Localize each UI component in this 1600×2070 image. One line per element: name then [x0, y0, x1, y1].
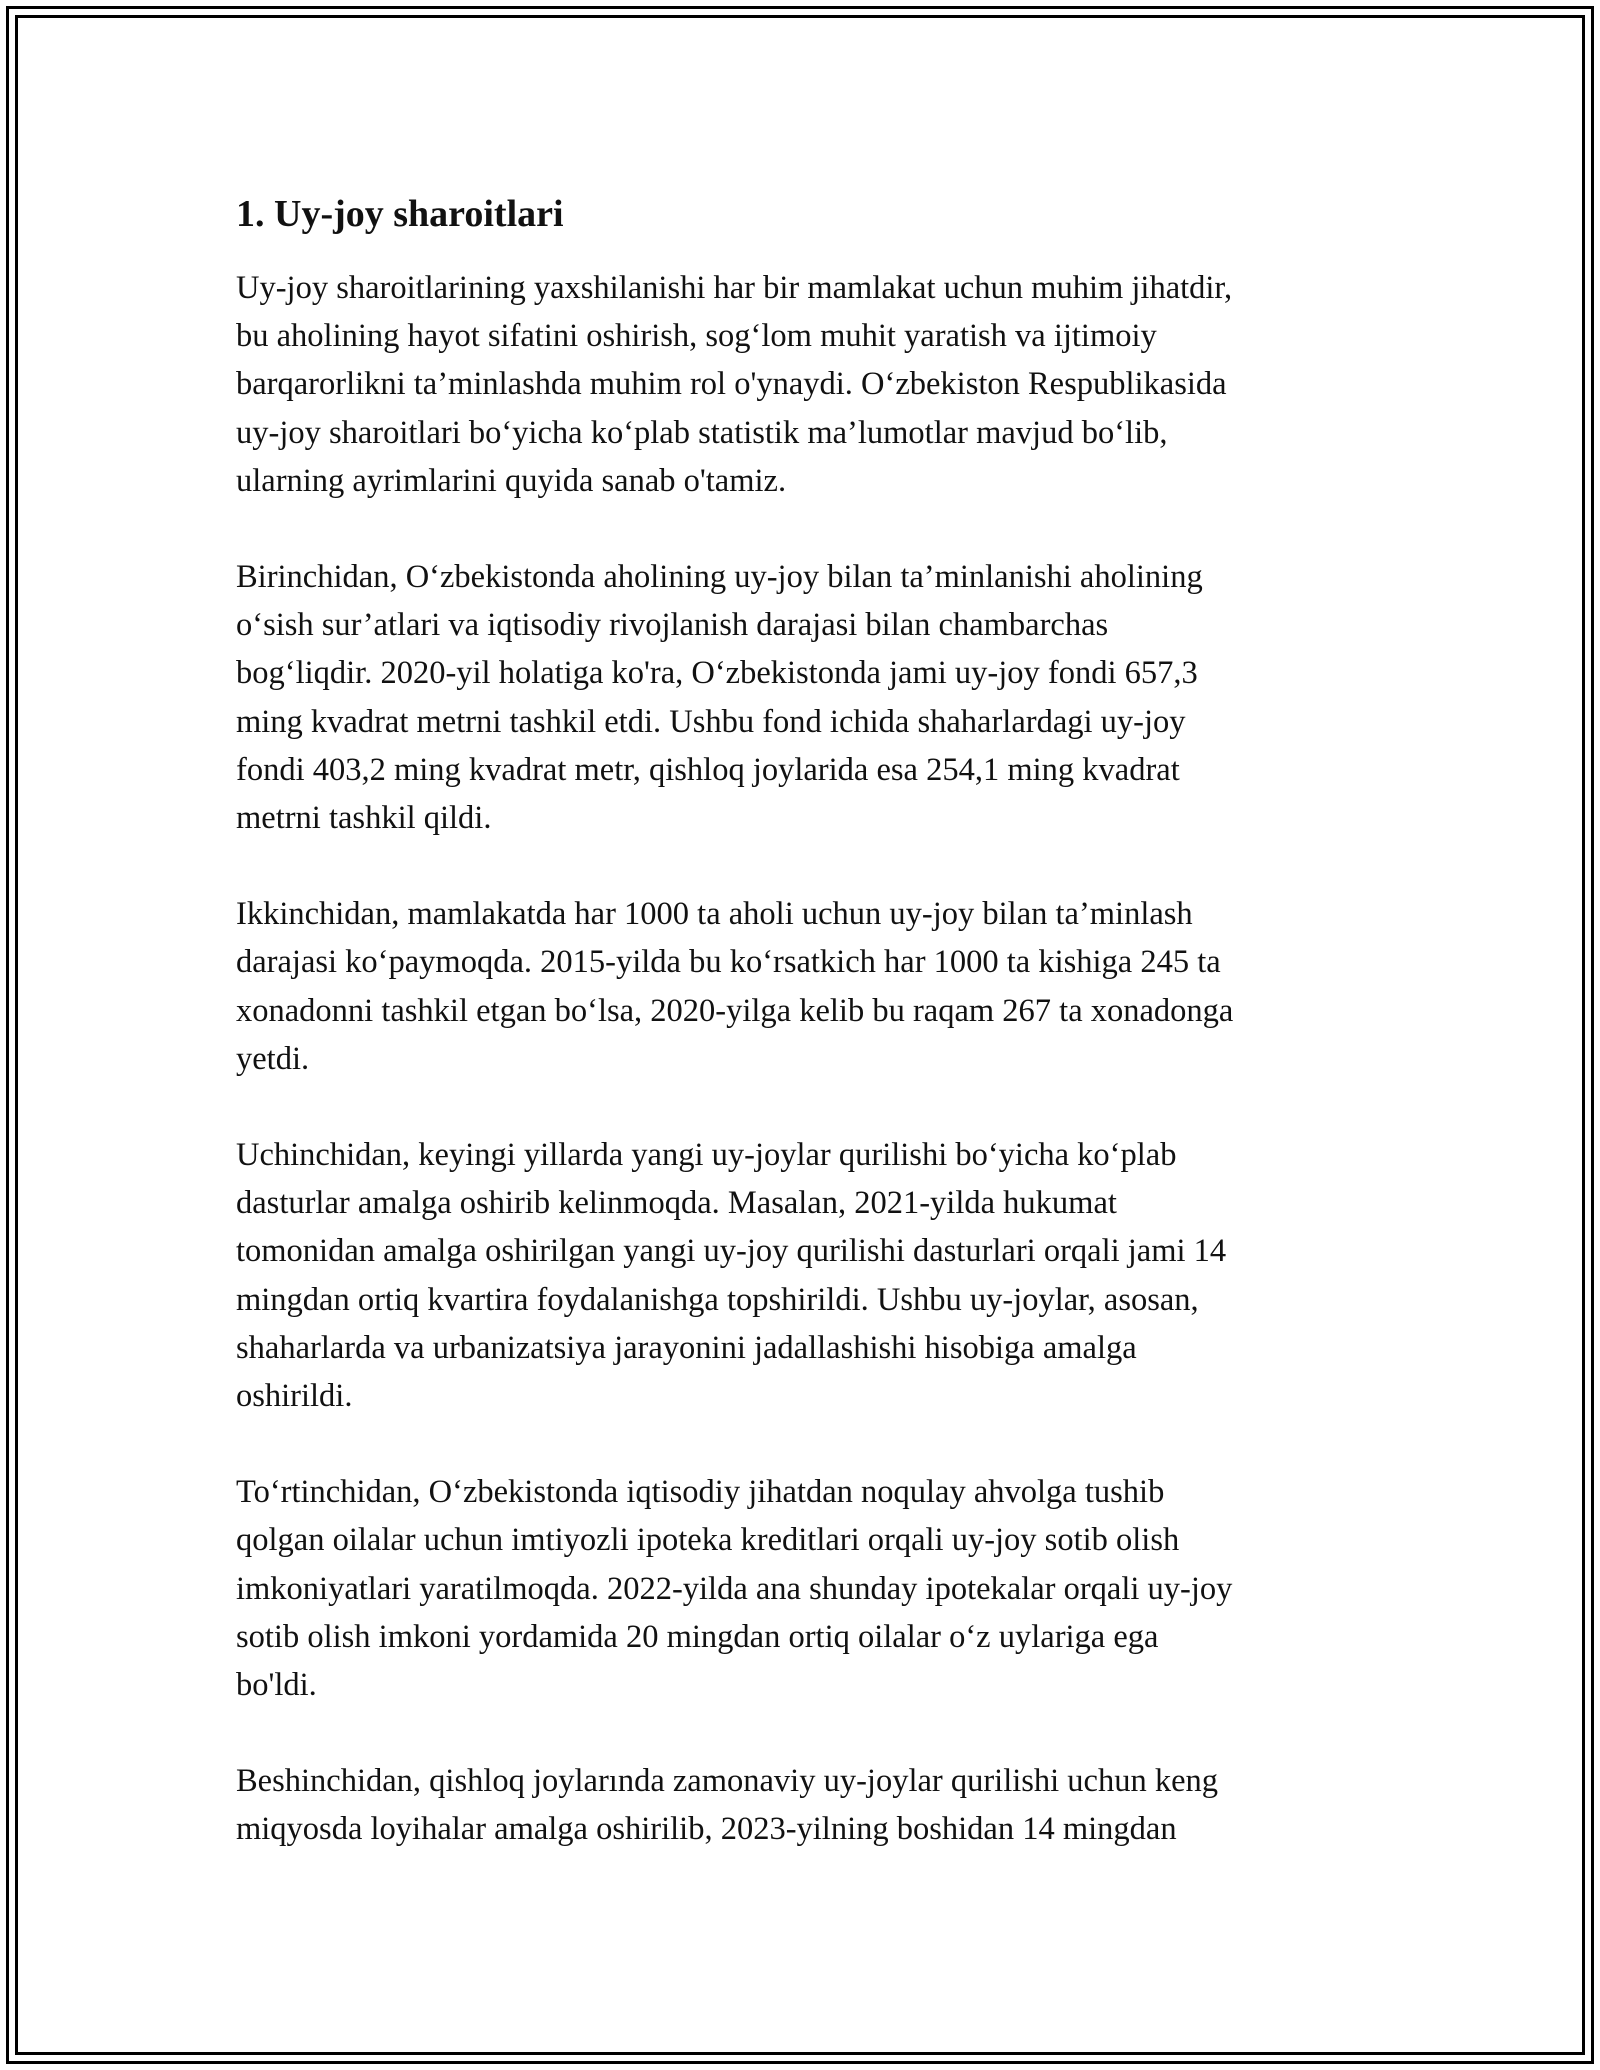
text-line: mingdan ortiq kvartira foydalanishga topshirildi. Ushbu uy-joylar, asosan,: [236, 1281, 1199, 1318]
text-line: Beshinchidan, qishloq joylarında zamonaviy uy-joylar qurilishi uchun keng: [236, 1763, 1219, 1800]
paragraph-intro: [236, 264, 1366, 505]
paragraph-fifth-point: [236, 1757, 1366, 1853]
text-line: barqarorlikni ta’minlashda muhim rol o'ynaydi. O‘zbekiston Respublikasida: [236, 366, 1227, 403]
text-line: Uy-joy sharoitlarining yaxshilanishi har bir mamlakat uchun muhim jihatdir,: [236, 270, 1233, 306]
text-line: qolgan oilalar uchun imtiyozli ipoteka kreditlari orqali uy-joy sotib olish: [236, 1522, 1180, 1559]
text-line: imkoniyatlari yaratilmoqda. 2022-yilda ana shunday ipotekalar orqali uy-joy: [236, 1570, 1233, 1607]
text-line: To‘rtinchidan, O‘zbekistonda iqtisodiy jihatdan noqulay ahvolga tushib: [236, 1474, 1165, 1511]
paragraph-fourth-point: [236, 1468, 1366, 1709]
text-line: ming kvadrat metrni tashkil etdi. Ushbu fond ichida shaharlardagi uy-joy: [236, 703, 1186, 740]
text-line: Birinchidan, O‘zbekistonda aholining uy-joy bilan ta’minlanishi aholining: [236, 559, 1203, 596]
text-line: tomonidan amalga oshirilgan yangi uy-joy qurilishi dasturlari orqali jami 14: [236, 1233, 1227, 1270]
text-line: bo'ldi.: [236, 1667, 317, 1704]
text-line: sotib olish imkoni yordamida 20 mingdan ortiq oilalar o‘z uylariga ega: [236, 1618, 1159, 1655]
text-line: xonadonni tashkil etgan bo‘lsa, 2020-yilga kelib bu raqam 267 ta xonadonga: [236, 992, 1234, 1029]
text-line: metrni tashkil qildi.: [236, 800, 492, 837]
text-line: miqyosda loyihalar amalga oshirilib, 2023-yilning boshidan 14 mingdan: [236, 1811, 1177, 1848]
text-line: bog‘liqdir. 2020-yil holatiga ko'ra, O‘zbekistonda jami uy-joy fondi 657,3: [236, 655, 1198, 692]
text-line: oshirildi.: [236, 1378, 353, 1415]
text-line: uy-joy sharoitlari bo‘yicha ko‘plab statistik ma’lumotlar mavjud bo‘lib,: [236, 414, 1168, 451]
text-line: Ikkinchidan, mamlakatda har 1000 ta aholi uchun uy-joy bilan ta’minlash: [236, 896, 1193, 933]
paragraph-second-point: [236, 890, 1366, 1083]
text-line: bu aholining hayot sifatini oshirish, sog‘lom muhit yaratish va ijtimoiy: [236, 318, 1157, 355]
paragraph-first-point: [236, 553, 1366, 842]
text-line: yetdi.: [236, 1040, 310, 1077]
paragraph-third-point: [236, 1131, 1366, 1420]
text-line: dasturlar amalga oshirib kelinmoqda. Masalan, 2021-yilda hukumat: [236, 1185, 1117, 1222]
text-line: shaharlarda va urbanizatsiya jarayonini jadallashishi hisobiga amalga: [236, 1329, 1137, 1366]
text-line: ularning ayrimlarini quyida sanab o'tamiz.: [236, 462, 787, 499]
text-line: Uchinchidan, keyingi yillarda yangi uy-joylar qurilishi bo‘yicha ko‘plab: [236, 1137, 1177, 1174]
text-line: o‘sish sur’atlari va iqtisodiy rivojlanish darajasi bilan chambarchas: [236, 607, 1109, 644]
section-heading: 1. Uy-joy sharoitlari: [236, 193, 564, 235]
text-line: fondi 403,2 ming kvadrat metr, qishloq joylarida esa 254,1 ming kvadrat: [236, 751, 1180, 788]
text-line: darajasi ko‘paymoqda. 2015-yilda bu ko‘rsatkich har 1000 ta kishiga 245 ta: [236, 944, 1221, 981]
document-body: [236, 186, 1366, 1854]
